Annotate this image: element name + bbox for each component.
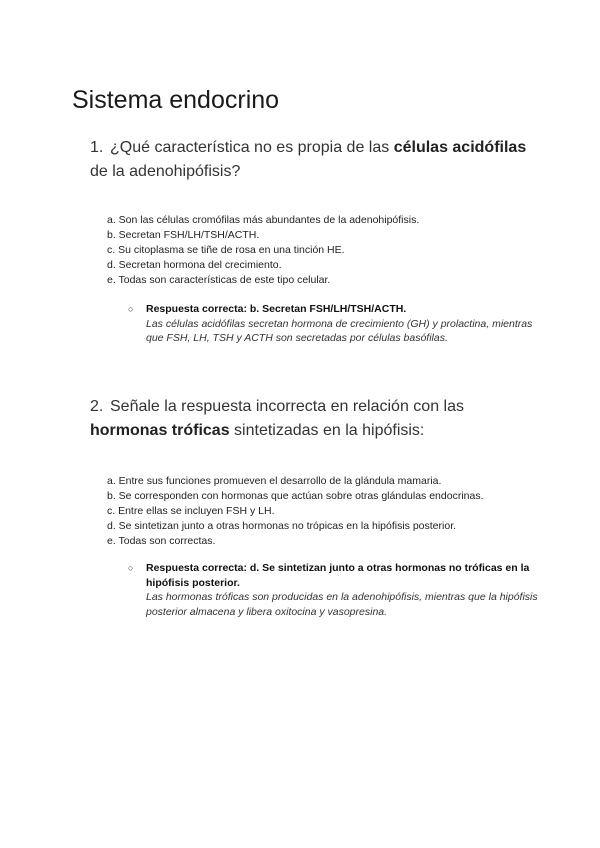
option-d: d. Secretan hormona del crecimiento. [107,259,282,271]
answer-block-2 [128,561,538,619]
question-number: 2. [90,398,104,415]
answer-explanation: Las hormonas tróficas son producidas en la adenohipófisis, mientras que la hipófisis posterior almacena y libera oxitocina y vasopresina. [146,591,538,618]
question-1 [90,136,540,184]
option-c: c. Su citoplasma se tiñe de rosa en una tinción HE. [107,244,345,256]
options-list-1 [107,213,419,288]
correct-answer: Respuesta correcta: b. Secretan FSH/LH/TSH/ACTH. [146,303,407,315]
answer-block-1 [128,302,538,346]
question-keyword: células acidófilas [393,139,527,156]
option-e: e. Todas son características de este tipo celular. [107,274,331,286]
question-text: Señale la respuesta incorrecta en relación con las hormonas tróficas sintetizadas en la hipófisis: [90,398,464,439]
option-a: a. Entre sus funciones promueven el desarrollo de la glándula mamaria. [107,475,442,487]
options-list-2 [107,474,484,549]
option-e: e. Todas son correctas. [107,535,216,547]
bullet-icon: ○ [128,563,134,573]
question-keyword: hormonas tróficas [90,422,230,439]
page-title: Sistema endocrino [72,86,280,114]
option-b: b. Secretan FSH/LH/TSH/ACTH. [107,229,260,241]
option-d: d. Se sintetizan junto a otras hormonas no trópicas en la hipófisis posterior. [107,520,457,532]
option-b: b. Se corresponden con hormonas que actúan sobre otras glándulas endocrinas. [107,490,484,502]
question-number: 1. [90,139,104,156]
question-text: ¿Qué característica no es propia de las células acidófilas de la adenohipófisis? [90,139,527,180]
option-c: c. Entre ellas se incluyen FSH y LH. [107,505,275,517]
option-a: a. Son las células cromófilas más abundantes de la adenohipófisis. [107,214,420,226]
question-2 [90,395,540,443]
correct-answer: Respuesta correcta: d. Se sintetizan junto a otras hormonas no tróficas en la hipófisis posterior. [146,562,530,589]
answer-explanation: Las células acidófilas secretan hormona de crecimiento (GH) y prolactina, mientras que FSH, LH, TSH y ACTH son secretadas por células basófilas. [146,317,533,344]
bullet-icon: ○ [128,304,134,314]
